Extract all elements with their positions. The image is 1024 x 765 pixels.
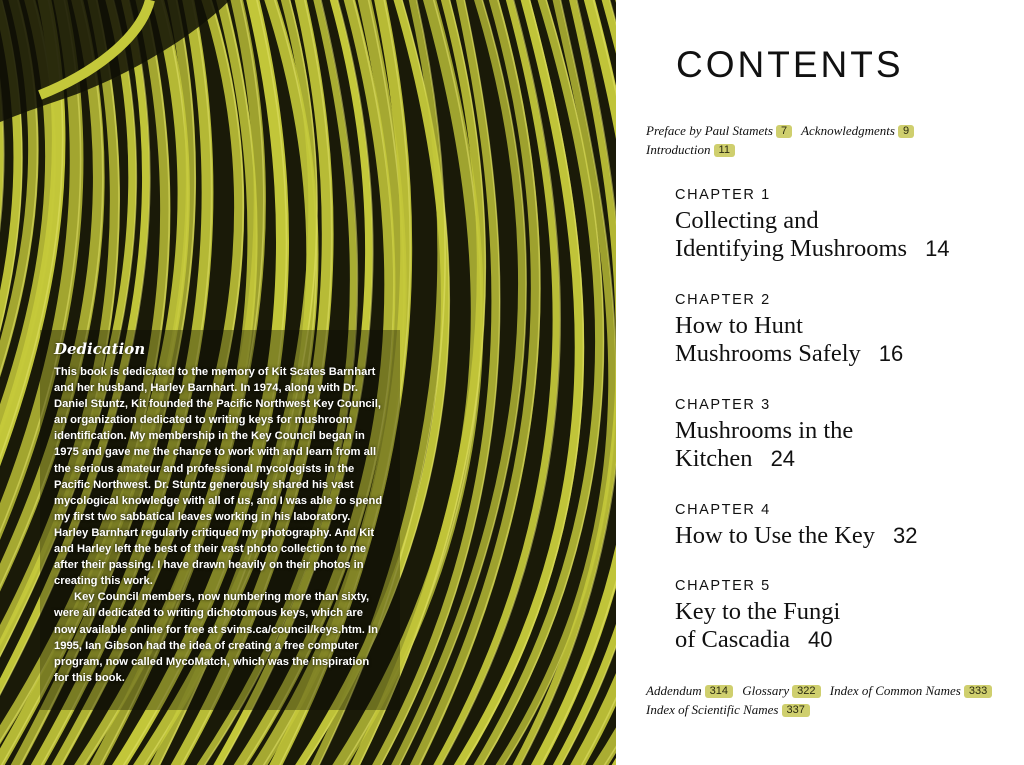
toc-entry-introduction[interactable] [646, 142, 735, 157]
chapter-page-number: 40 [807, 627, 833, 652]
chapter-title-line: Mushrooms in the [675, 417, 854, 444]
page-number-badge: 11 [714, 144, 735, 157]
chapter-1-entry[interactable] [675, 187, 1005, 263]
chapter-label: CHAPTER 1 [675, 187, 771, 203]
dedication-paragraph: Key Council members, now numbering more than sixty, were all dedicated to writing dichotomous keys, which are now available online for free at svims.ca/council/keys.htm. In 1995, Ian Gibson had the idea of creating a free computer program, now called MycoMatch, which was the inspiration for this book. [54, 591, 378, 684]
chapter-page-number: 32 [893, 523, 918, 548]
page-number-badge: 333 [964, 685, 992, 698]
chapter-title [675, 312, 1005, 368]
chapter-title [675, 417, 1005, 473]
chapter-title-line: Collecting and [675, 207, 819, 234]
chapter-2-entry[interactable] [675, 292, 1005, 368]
entry-label: Introduction [646, 142, 711, 157]
chapter-title-line: How to Hunt [675, 312, 803, 339]
entry-label: Preface by Paul Stamets [646, 123, 773, 138]
chapter-title-line: Mushrooms Safely [675, 340, 861, 367]
chapter-title [675, 522, 1005, 550]
chapter-title-line: Kitchen [675, 445, 753, 472]
toc-entry-acknowledgments[interactable] [801, 123, 914, 138]
page-number-badge: 337 [782, 704, 810, 717]
chapter-title [675, 598, 1005, 654]
contents-title: CONTENTS [676, 44, 904, 85]
page-number-badge: 9 [898, 125, 914, 138]
contents-page [616, 0, 1024, 765]
entry-label: Index of Scientific Names [646, 702, 779, 717]
entry-label: Index of Common Names [829, 683, 961, 698]
chapter-title-line: Identifying Mushrooms [675, 235, 908, 262]
entry-label: Addendum [646, 683, 702, 698]
chapter-label: CHAPTER 4 [675, 502, 771, 518]
page-number-badge: 314 [705, 685, 733, 698]
toc-entry-preface[interactable] [646, 123, 792, 138]
entry-label: Glossary [742, 683, 790, 698]
chapter-page-number: 16 [878, 341, 904, 366]
chapter-title-line: How to Use the Key [675, 522, 876, 549]
chapter-label: CHAPTER 3 [675, 397, 771, 413]
chapter-title [675, 207, 1005, 263]
chapter-title-line: Key to the Fungi [675, 598, 841, 625]
entry-label: Acknowledgments [801, 123, 895, 138]
dedication-title: Dedication [54, 340, 146, 358]
front-matter-list [646, 121, 1006, 159]
toc-entry-glossary[interactable] [742, 683, 820, 698]
back-matter-list [646, 681, 1006, 719]
chapter-5-entry[interactable] [675, 578, 1005, 654]
page-number-badge: 322 [792, 685, 820, 698]
dedication-text [54, 364, 384, 686]
toc-entry-index-scientific-names[interactable] [646, 702, 810, 717]
chapter-page-number: 24 [770, 446, 796, 471]
dedication-paragraph: This book is dedicated to the memory of Kit Scates Barnhart and her husband, Harley Barnhart. In 1974, along with Dr. Daniel Stuntz, Kit founded the Pacific Northwest Key Council, an organization dedicated to writing keys for mushroom identification. My membership in the Key Council began in 1975 and gave me the chance to work with and learn from all the serious amateur and professional mycologists in the Pacific Northwest. Dr. Stuntz generously shared his vast mycological knowledge with all of us, and I was able to spend my first two sabbatical leaves working in his laboratory. Harley Barnhart regularly critiqued my photography. And Kit and Harley left the best of their vast photo collection to me after their passing. I have drawn heavily on their photos in creating this work. [54, 366, 383, 588]
toc-entry-addendum[interactable] [646, 683, 733, 698]
chapter-label: CHAPTER 5 [675, 578, 771, 594]
page-number-badge: 7 [776, 125, 792, 138]
chapter-page-number: 14 [925, 236, 950, 261]
toc-entry-index-common-names[interactable] [830, 683, 992, 698]
chapter-4-entry[interactable] [675, 502, 1005, 550]
dedication-block [54, 340, 384, 686]
chapter-label: CHAPTER 2 [675, 292, 771, 308]
chapter-title-line: of Cascadia [675, 626, 790, 653]
chapter-3-entry[interactable] [675, 397, 1005, 473]
